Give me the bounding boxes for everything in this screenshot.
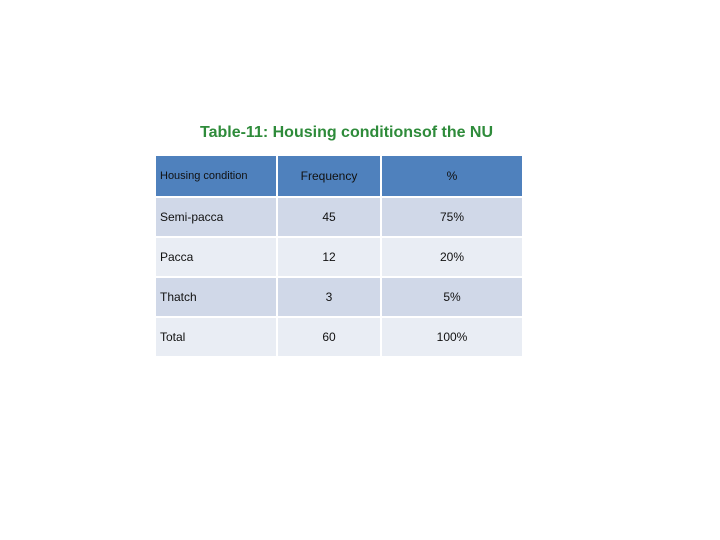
header-percent: % <box>380 156 522 196</box>
cell-condition: Total <box>156 316 276 356</box>
table-row <box>156 236 522 276</box>
table-header-row <box>156 156 522 196</box>
cell-percent: 20% <box>380 236 522 276</box>
table-title: Table-11: Housing conditionsof the NU <box>200 124 494 141</box>
cell-percent: 75% <box>380 196 522 236</box>
table-row <box>156 276 522 316</box>
table-row <box>156 316 522 356</box>
cell-frequency: 60 <box>276 316 380 356</box>
cell-condition: Thatch <box>156 276 276 316</box>
header-housing-condition: Housing condition <box>156 156 276 196</box>
cell-frequency: 3 <box>276 276 380 316</box>
cell-frequency: 45 <box>276 196 380 236</box>
header-frequency: Frequency <box>276 156 380 196</box>
cell-percent: 5% <box>380 276 522 316</box>
cell-percent: 100% <box>380 316 522 356</box>
cell-frequency: 12 <box>276 236 380 276</box>
housing-table <box>156 156 522 356</box>
cell-condition: Semi-pacca <box>156 196 276 236</box>
table-row <box>156 196 522 236</box>
cell-condition: Pacca <box>156 236 276 276</box>
